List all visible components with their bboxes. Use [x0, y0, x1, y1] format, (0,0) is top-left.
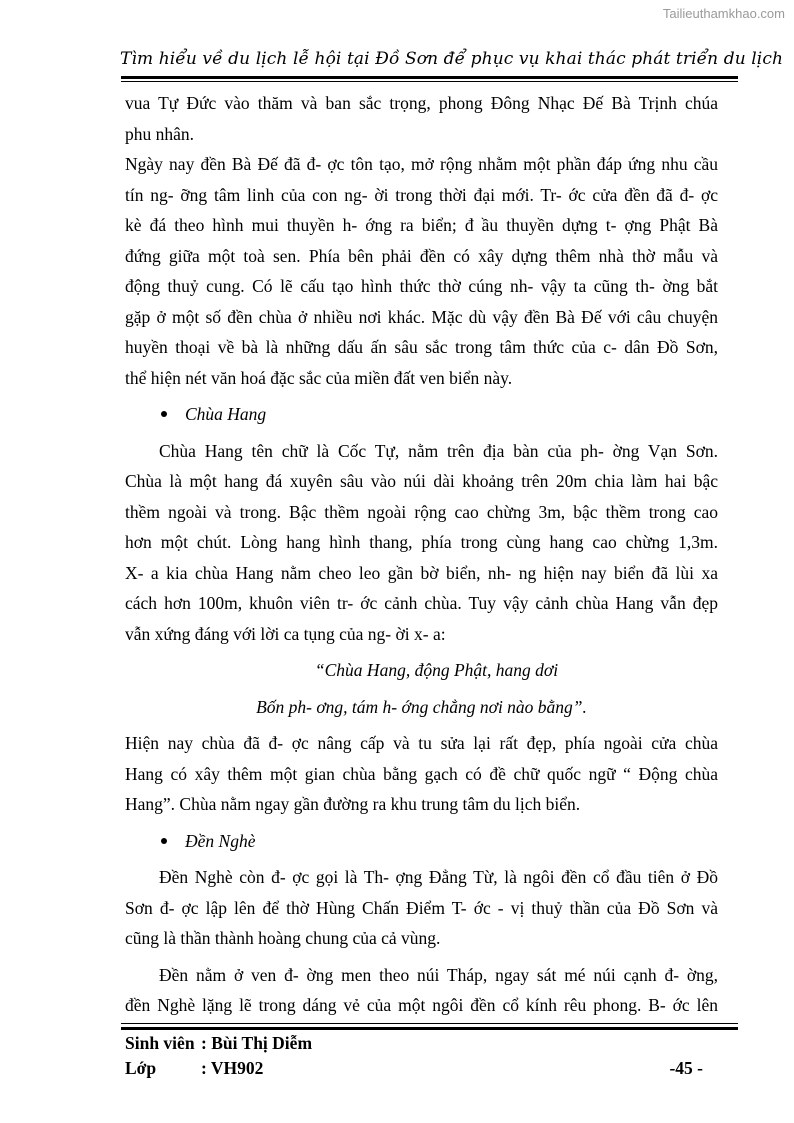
section-heading-chua-hang — [125, 399, 718, 430]
paragraph-line: gặp ở một số đền chùa ở nhiều nơi khác. Mặc dù vậy đền Bà Đế với câu chuyện — [125, 306, 718, 327]
paragraph-line: huyền thoại về bà là những dấu ấn sâu sắc trong tâm thức của c- dân Đồ Sơn, — [125, 337, 718, 357]
paragraph-line: Đền nằm ở ven đ- ờng men theo núi Tháp, ngay sát mé núi cạnh đ- ờng, — [159, 964, 718, 985]
paragraph-line: Sơn đ- ợc lập lên để thờ Hùng Chấn Điểm T- ớc - vị thuỷ thần của Đồ Sơn và — [125, 897, 718, 918]
paragraph-line: hơn một chút. Lòng hang hình thang, phía trong cùng hang cao chừng 1,3m. — [125, 532, 718, 552]
paragraph-line: Ngày nay đền Bà Đế đã đ- ợc tôn tạo, mở rộng nhằm một phần đáp ứng nhu cầu — [125, 154, 718, 174]
paragraph-line: Hang”. Chùa nằm ngay gần đường ra khu trung tâm du lịch biển. — [125, 794, 581, 814]
section-heading-den-nghe — [125, 826, 718, 857]
quote-line: “Chùa Hang, động Phật, hang dơi — [314, 660, 559, 680]
footer-class-value: : VH902 — [201, 1058, 264, 1078]
paragraph-line: thể hiện nét văn hoá đặc sắc của miền đất ven biển này. — [125, 367, 513, 388]
paragraph-line: phu nhân. — [125, 123, 195, 144]
header-rule-thin — [121, 81, 738, 82]
quote-line: Bốn ph- ơng, tám h- ớng chẳng nơi nào bằng”. — [256, 696, 587, 717]
paragraph-line: Hang có xây thêm một gian chùa bằng gạch có đề chữ quốc ngữ “ Động chùa — [125, 763, 718, 784]
section-heading-text: Chùa Hang — [185, 404, 267, 424]
paragraph-line: tín ng- ỡng tâm linh của con ng- ời trong thời đại mới. Tr- ớc cửa đền đã đ- ợc — [125, 184, 718, 205]
header-rule — [121, 76, 738, 79]
footer-rule — [121, 1027, 738, 1030]
paragraph-line: cũng là thần thành hoàng chung của cả vùng. — [125, 928, 441, 948]
paragraph-line: thềm ngoài và trong. Bậc thềm ngoài rộng cao chừng 3m, bậc thềm trong cao — [125, 501, 718, 522]
footer-student-label: Sinh viên — [125, 1033, 195, 1053]
page-header-title: Tìm hiểu về du lịch lễ hội tại Đồ Sơn để phục vụ khai thác phát triển du lịch — [120, 49, 783, 69]
body-text — [125, 88, 718, 1021]
paragraph-line: Hiện nay chùa đã đ- ợc nâng cấp và tu sửa lại rất đẹp, phía ngoài cửa chùa — [125, 733, 718, 753]
bullet-icon — [161, 411, 167, 417]
footer-class-label: Lớp — [125, 1058, 157, 1078]
bullet-icon — [161, 838, 167, 844]
paragraph-line: đứng giữa một toà sen. Phía bên phải đền có xây dựng thêm nhà thờ mẫu và — [125, 245, 718, 266]
footer-class-row — [125, 1056, 715, 1081]
paragraph-line: kè đá theo hình mui thuyền h- ớng ra biển; đ ầu thuyền dựng t- ợng Phật Bà — [125, 215, 718, 235]
watermark: Tailieuthamkhao.com — [662, 6, 785, 21]
paragraph-line: Chùa Hang tên chữ là Cốc Tự, nằm trên địa bàn của ph- ờng Vạn Sơn. — [159, 440, 718, 461]
paragraph-line: X- a kia chùa Hang nằm cheo leo gần bờ biển, nh- ng hiện nay biển đã lùi xa — [125, 562, 718, 583]
section-heading-text: Đền Nghè — [185, 830, 256, 851]
page-footer — [125, 1031, 715, 1081]
paragraph-line: động thuỷ cung. Có lẽ cấu tạo hình thức thờ cúng nh- vậy ta cũng th- ờng bắt — [125, 276, 718, 296]
paragraph-line: đền Nghè lặng lẽ trong dáng vẻ của một ngôi đền cổ kính rêu phong. B- ớc lên — [125, 995, 718, 1015]
page-number: -45 - — [669, 1058, 703, 1078]
paragraph-line: Đền Nghè còn đ- ợc gọi là Th- ợng Đẳng Từ, là ngôi đền cổ đầu tiên ở Đồ — [159, 867, 718, 887]
footer-student-value: : Bùi Thị Diễm — [201, 1033, 313, 1053]
paragraph-line: vẫn xứng đáng với lời ca tụng của ng- ời x- a: — [125, 623, 446, 644]
paragraph-line: vua Tự Đức vào thăm và ban sắc trọng, phong Đông Nhạc Đế Bà Trịnh chúa — [125, 93, 718, 113]
paragraph-line: cách hơn 100m, khuôn viên tr- ớc cảnh chùa. Tuy vậy cảnh chùa Hang vẫn đẹp — [125, 593, 718, 613]
footer-rule-thin — [121, 1023, 738, 1024]
footer-student-row — [125, 1031, 715, 1056]
paragraph-line: Chùa là một hang đá xuyên sâu vào núi dài khoảng trên 20m chia làm hai bậc — [125, 471, 718, 491]
